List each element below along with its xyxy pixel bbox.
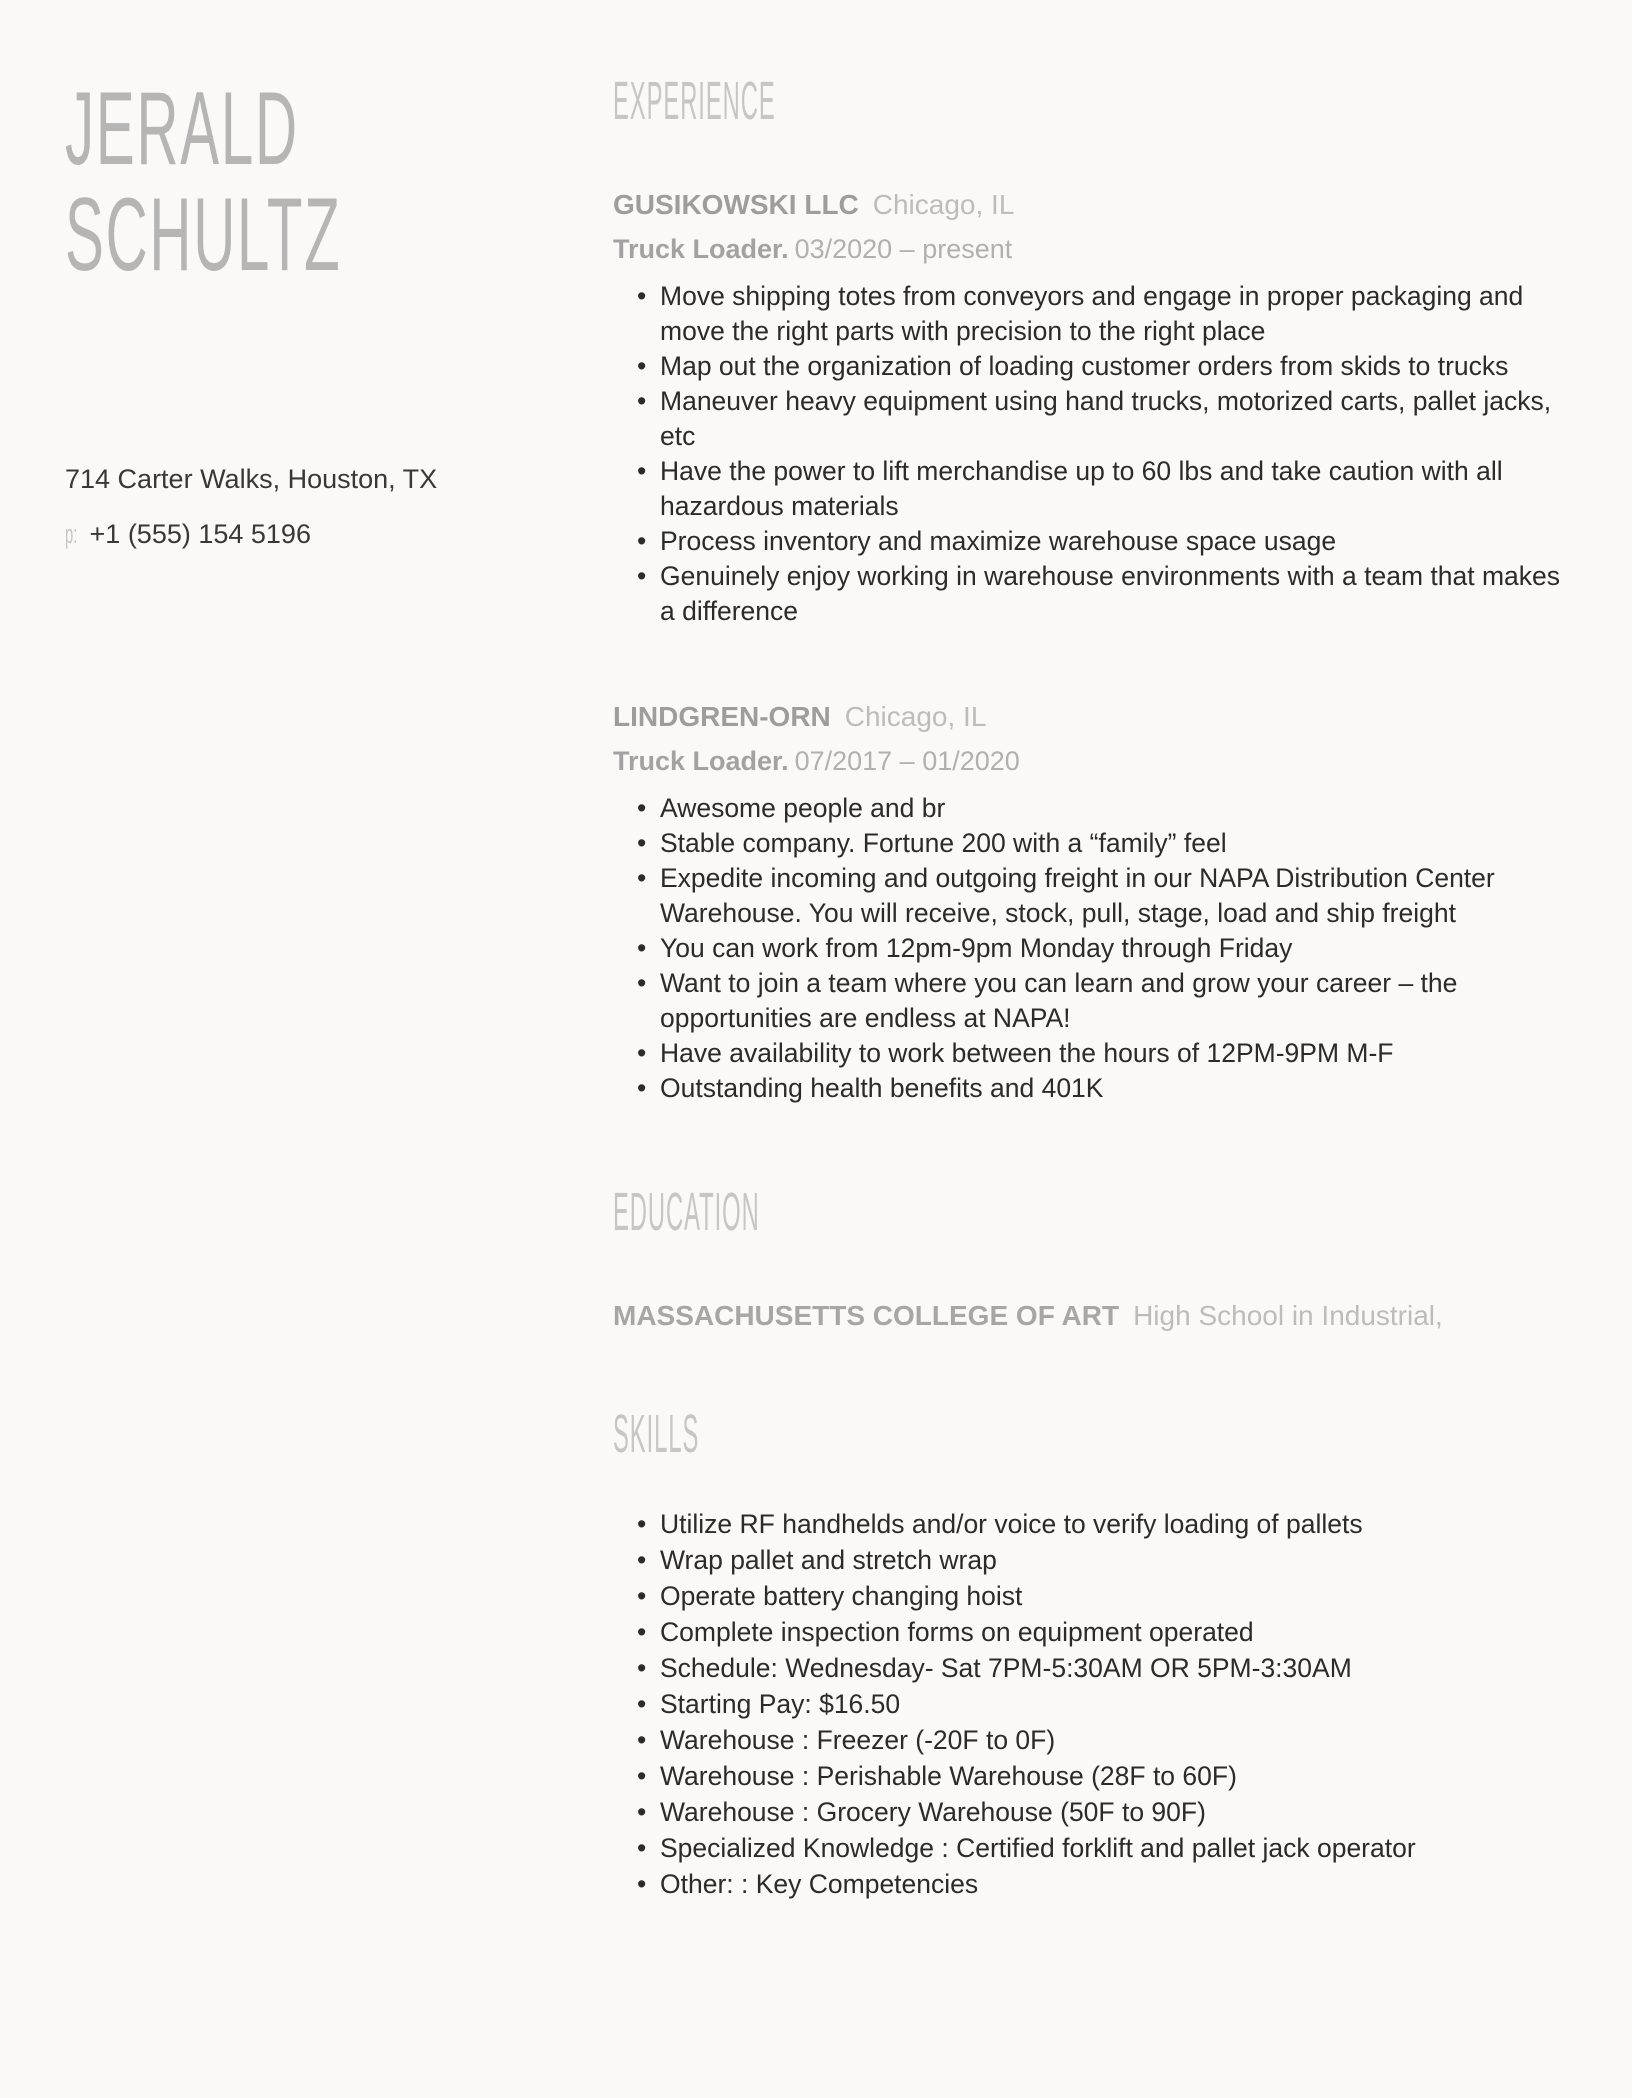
job-bullet-list — [637, 791, 1573, 1106]
company-location: Chicago, IL — [844, 701, 987, 732]
skill-bullet: • Operate battery changing hoist — [637, 1578, 1573, 1614]
job-title-line — [613, 231, 1573, 267]
skill-bullet: • Utilize RF handhelds and/or voice to verify loading of pallets — [637, 1506, 1573, 1542]
job-bullet: • Move shipping totes from conveyors and engage in proper packaging and move the right parts with precision to the right place — [637, 279, 1573, 349]
job-bullet: • Have availability to work between the hours of 12PM-9PM M-F — [637, 1036, 1573, 1071]
job-bullet: • Maneuver heavy equipment using hand trucks, motorized carts, pallet jacks, etc — [637, 384, 1573, 454]
job-dates: 03/2020 – present — [794, 234, 1013, 264]
phone-number: +1 (555) 154 5196 — [89, 519, 311, 549]
right-column — [613, 0, 1573, 1902]
phone-line — [65, 515, 565, 553]
name-last: SCHULTZ — [65, 177, 342, 293]
skill-bullet: • Specialized Knowledge : Certified forklift and pallet jack operator — [637, 1830, 1573, 1866]
skill-bullet: • Schedule: Wednesday- Sat 7PM-5:30AM OR 5PM-3:30AM — [637, 1650, 1573, 1686]
skill-bullet: • Wrap pallet and stretch wrap — [637, 1542, 1573, 1578]
experience-entry — [613, 699, 1573, 1106]
phone-label: p: — [65, 519, 78, 549]
education-entry — [613, 1298, 1573, 1334]
job-bullet-list — [637, 279, 1573, 629]
job-bullet: • Have the power to lift merchandise up to 60 lbs and take caution with all hazardous materials — [637, 454, 1573, 524]
skill-bullet: • Warehouse : Perishable Warehouse (28F to 60F) — [637, 1758, 1573, 1794]
degree-text: High School in Industrial, — [1133, 1300, 1443, 1331]
job-bullet: • Map out the organization of loading customer orders from skids to trucks — [637, 349, 1573, 384]
job-bullet: • Stable company. Fortune 200 with a “family” feel — [637, 826, 1573, 861]
job-bullet: • Process inventory and maximize warehouse space usage — [637, 524, 1573, 559]
job-bullet: • Outstanding health benefits and 401K — [637, 1071, 1573, 1106]
skill-bullet: • Other: : Key Competencies — [637, 1866, 1573, 1902]
contact-block — [65, 460, 565, 553]
company-location: Chicago, IL — [872, 189, 1015, 220]
job-role: Truck Loader. — [613, 234, 789, 264]
job-bullet: • Awesome people and br — [637, 791, 1573, 826]
job-bullet: • Want to join a team where you can learn and grow your career – the opportunities are endless at NAPA! — [637, 966, 1573, 1036]
school-name: MASSACHUSETTS COLLEGE OF ART — [613, 1300, 1120, 1331]
job-dates: 07/2017 – 01/2020 — [794, 746, 1020, 776]
job-bullet: • Genuinely enjoy working in warehouse environments with a team that makes a difference — [637, 559, 1573, 629]
skill-bullet: • Warehouse : Freezer (-20F to 0F) — [637, 1722, 1573, 1758]
skill-bullet: • Starting Pay: $16.50 — [637, 1686, 1573, 1722]
address-text: 714 Carter Walks, Houston, TX — [65, 464, 438, 494]
job-role: Truck Loader. — [613, 746, 789, 776]
skills-list — [637, 1506, 1573, 1902]
company-name: GUSIKOWSKI LLC — [613, 189, 859, 220]
skill-bullet: • Warehouse : Grocery Warehouse (50F to 90F) — [637, 1794, 1573, 1830]
company-line — [613, 187, 1573, 223]
job-title-line — [613, 743, 1573, 779]
job-bullet: • Expedite incoming and outgoing freight in our NAPA Distribution Center Warehouse. You will receive, stock, pull, stage, load and ship freight — [637, 861, 1573, 931]
company-name: LINDGREN-ORN — [613, 701, 831, 732]
job-bullet: • You can work from 12pm-9pm Monday through Friday — [637, 931, 1573, 966]
experience-section-heading: EXPERIENCE — [613, 71, 776, 131]
skills-section-heading: SKILLS — [613, 1404, 700, 1464]
candidate-name — [65, 71, 565, 293]
name-first: JERALD — [65, 71, 299, 187]
left-column — [65, 0, 565, 549]
experience-entry — [613, 187, 1573, 629]
skill-bullet: • Complete inspection forms on equipment operated — [637, 1614, 1573, 1650]
company-line — [613, 699, 1573, 735]
education-section-heading: EDUCATION — [613, 1182, 760, 1242]
